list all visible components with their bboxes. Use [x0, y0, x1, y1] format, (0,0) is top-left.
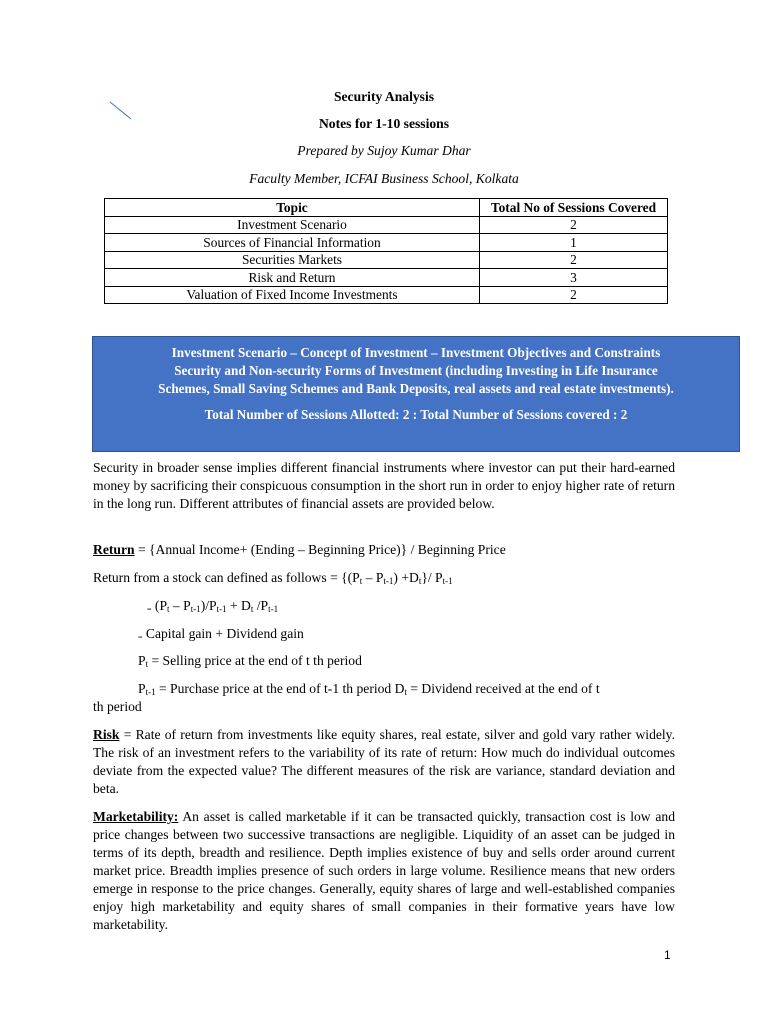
return-label: Return: [93, 542, 135, 557]
header-sessions: Total No of Sessions Covered: [480, 199, 668, 217]
document-subtitle: Notes for 1-10 sessions: [318, 116, 450, 131]
sessions-cell: 2: [480, 216, 668, 234]
banner-line: Security and Non-security Forms of Investment (including Investing in Life Insurance: [174, 363, 658, 378]
topic-cell: Investment Scenario: [105, 216, 480, 234]
table-row: [105, 234, 668, 252]
sessions-cell: 2: [480, 286, 668, 304]
banner-line: Schemes, Small Saving Schemes and Bank Deposits, real assets and real estate investments).: [158, 381, 674, 396]
banner-line: Investment Scenario – Concept of Investment – Investment Objectives and Constraints: [171, 345, 661, 360]
return-formula: = {Annual Income+ (Ending – Beginning Price)} / Beginning Price: [134, 542, 506, 557]
marketability-paragraph: Marketability: An asset is called marketable if it can be transacted quickly, transaction cost is low and price changes between two successive transactions are negligible. Liquidity of an asset can be judged in terms of its depth, breadth and resilience. Depth implies existence of buy and sells order around current market price. Breadth implies presence of such orders in large volume. Resilience means that new orders emerge in response to the price changes. Generally, equity shares of large and well-established companies enjoy high marketability and equity shares of small companies in their formative years have low marketability.: [93, 809, 675, 932]
table-row: [105, 216, 668, 234]
marketability-label: Marketability:: [93, 809, 179, 824]
page-number: 1: [664, 948, 671, 962]
return-definition: [93, 541, 506, 559]
sessions-table: [104, 198, 668, 304]
topic-banner: [92, 336, 740, 452]
topic-cell: Risk and Return: [105, 269, 480, 287]
pt1-definition: $P_{t-1}$ = Purchase price at the end of t-1 th period $D_t$ = Dividend received at the end of t: [138, 681, 600, 697]
document-title: Security Analysis: [333, 89, 435, 104]
table-row: [105, 251, 668, 269]
table-header-row: [105, 199, 668, 217]
sessions-cell: 2: [480, 251, 668, 269]
pt1-definition-cont: th period: [93, 699, 142, 714]
equation-line-2: = Capital gain + Dividend gain: [138, 626, 304, 642]
topic-cell: Valuation of Fixed Income Investments: [105, 286, 480, 304]
sessions-cell: 3: [480, 269, 668, 287]
table-row: [105, 286, 668, 304]
risk-paragraph: Risk = Rate of return from investments like equity shares, real estate, silver and gold vary rather widely. The risk of an investment refers to the variability of its rate of return: How much do individual outcomes deviate from the expected value? The different measures of the risk are variance, standard deviation and beta.: [93, 727, 675, 796]
stock-return-line: Return from a stock can defined as follows = $\{(P_t - P_{t-1}) +D_t\}/$ $P_{t-1}$: [93, 570, 453, 586]
intro-paragraph: Security in broader sense implies different financial instruments where investor can put their hard-earned money by sacrificing their conspicuous consumption in the short run in order to enjoy higher rate of return in the long run. Different attributes of financial assets are provided below.: [93, 460, 675, 511]
banner-sessions-line: Total Number of Sessions Allotted: 2 : Total Number of Sessions covered : 2: [204, 407, 628, 422]
table-row: [105, 269, 668, 287]
equation-line-1: = $(P_t - P_{t-1})/P_{t-1} + D_t$ $/P_{t-1}$: [147, 598, 279, 614]
topic-cell: Securities Markets: [105, 251, 480, 269]
pt-definition: $P_t$ = Selling price at the end of t th period: [138, 653, 362, 669]
risk-label: Risk: [93, 727, 120, 742]
affiliation-line: Faculty Member, ICFAI Business School, Kolkata: [249, 171, 519, 186]
author-line: Prepared by Sujoy Kumar Dhar: [297, 143, 471, 158]
topic-cell: Sources of Financial Information: [105, 234, 480, 252]
header-topic: Topic: [105, 199, 480, 217]
sessions-cell: 1: [480, 234, 668, 252]
